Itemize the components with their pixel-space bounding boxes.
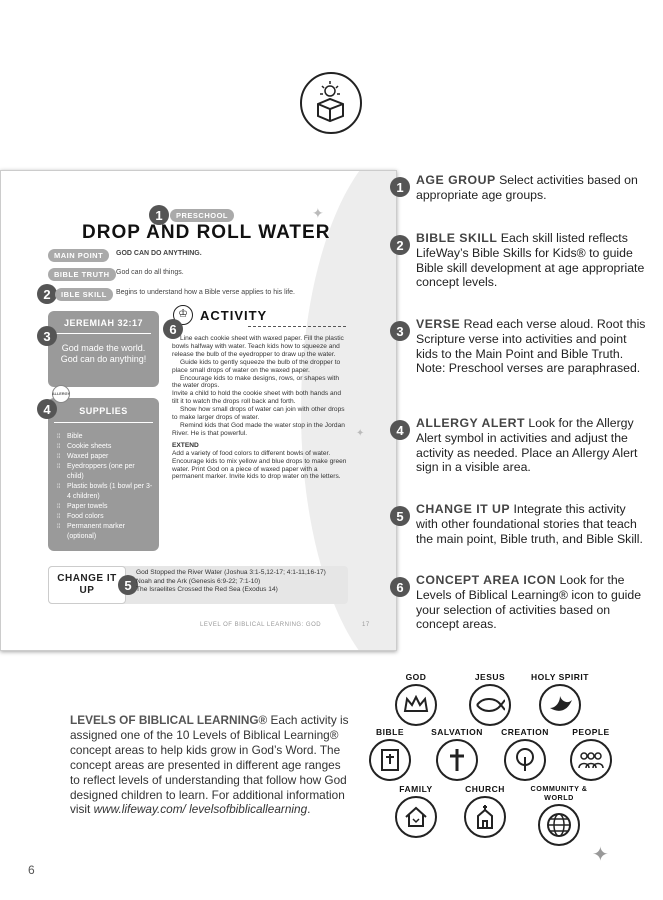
people-icon <box>570 739 612 781</box>
activity-paragraph: Encourage kids to make designs, rows, or shapes with the water drops. <box>172 374 340 390</box>
callout-change-it-up <box>390 502 648 546</box>
concept-people <box>562 727 620 781</box>
fish-icon <box>469 684 511 726</box>
concept-label: PEOPLE <box>572 727 610 737</box>
callout-heading: ALLERGY ALERT <box>416 416 525 430</box>
concept-bible <box>366 727 414 781</box>
concept-god <box>390 672 442 726</box>
book-icon <box>369 739 411 781</box>
activity-paragraph: Guide kids to gently squeeze the bulb of the dropper to place small drops of water on the waxed paper. <box>172 358 341 374</box>
verse-text: God made the world. God can do anything! <box>60 343 147 364</box>
change-it-up-label: CHANGE IT UP <box>48 566 126 604</box>
callout-text: Each skill listed reflects LifeWay’s Bible Skills for Kids® to guide Bible skill development at age appropriate concept levels. <box>416 231 645 290</box>
dove-icon <box>539 684 581 726</box>
callout-badge-6: 6 <box>163 319 183 339</box>
callout-number: 6 <box>390 577 410 597</box>
crown-icon: ♔ <box>173 305 193 325</box>
sample-footer-text: LEVEL OF BIBLICAL LEARNING: GOD <box>200 622 322 628</box>
callout-heading: BIBLE SKILL <box>416 231 498 245</box>
supply-item: ⁞⁞ Cookie sheets <box>57 442 153 452</box>
activity-heading: ACTIVITY <box>200 308 268 323</box>
callout-heading: CONCEPT AREA ICON <box>416 573 557 587</box>
main-point-label: MAIN POINT <box>48 249 109 262</box>
story-line: The Israelites Crossed the Red Sea (Exodus 14) <box>136 586 278 593</box>
verse-reference: JEREMIAH 32:17 <box>63 318 144 328</box>
callout-text: Read each verse aloud. Root this Scripture verse into activities and point kids to the Main Point and Bible Truth. Note: Preschool verses are paraphrased. <box>416 317 646 376</box>
allergy-alert-icon <box>52 385 70 403</box>
callout-number: 4 <box>390 420 410 440</box>
crown-icon <box>395 684 437 726</box>
house-icon <box>395 796 437 838</box>
sparkle-decoration: ✦ <box>356 428 365 439</box>
allergy-tag-text: ALLERGY <box>51 392 71 396</box>
concept-label: BIBLE <box>376 727 404 737</box>
supply-item: ⁞⁞ Waxed paper <box>57 452 153 462</box>
callout-badge-5: 5 <box>118 575 138 595</box>
supply-item: ⁞⁞ Bible <box>57 432 153 442</box>
levels-description <box>70 713 352 817</box>
supplies-heading: SUPPLIES <box>79 406 128 416</box>
activity-underline <box>248 326 346 327</box>
supplies-box <box>48 398 159 551</box>
levels-url-link[interactable]: www.lifeway.com/ levelsofbiblicallearning <box>93 802 308 817</box>
sparkle-decoration: ✦ <box>312 205 324 221</box>
supply-item: ⁞⁞ Eyedroppers (one per child) <box>57 462 153 482</box>
callout-heading: CHANGE IT UP <box>416 502 511 516</box>
activity-body <box>172 335 347 481</box>
concept-label: CREATION <box>501 727 549 737</box>
callout-age-group <box>390 173 648 203</box>
callout-heading: AGE GROUP <box>416 173 496 187</box>
callout-number: 3 <box>390 321 410 341</box>
supply-item: ⁞⁞ Permanent marker (optional) <box>57 522 153 542</box>
callout-verse <box>390 317 648 376</box>
callout-concept-area-icon <box>390 573 648 632</box>
page-number: 6 <box>28 863 35 877</box>
activity-paragraph: Invite a child to hold the cookie sheet with both hands and tilt it to watch the drops roll back and forth. <box>172 390 341 406</box>
levels-end: . <box>307 802 311 817</box>
callout-text: Look for the Levels of Biblical Learning® icon to guide your selection of activities based on concept areas. <box>416 573 642 632</box>
supplies-list <box>57 432 153 542</box>
callout-allergy-alert <box>390 416 648 475</box>
concept-label: HOLY SPIRIT <box>531 672 589 682</box>
callout-text: Look for the Allergy Alert symbol in activities and adjust the activity as needed. Place an Allergy Alert sign in a visible area. <box>416 416 638 475</box>
age-group-pill: PRESCHOOL <box>170 209 234 222</box>
supply-item: ⁞⁞ Plastic bowls (1 bowl per 3-4 children) <box>57 482 153 502</box>
bible-truth-label: BIBLE TRUTH <box>48 268 116 281</box>
concept-church <box>456 784 514 838</box>
callout-badge-1: 1 <box>149 205 169 225</box>
callout-text: Select activities based on appropriate age groups. <box>416 173 638 202</box>
change-it-up-stories <box>136 569 326 595</box>
callout-badge-2: 2 <box>37 284 57 304</box>
box-lightbulb-icon <box>300 72 362 134</box>
concept-community-world <box>524 784 594 846</box>
concept-salvation <box>424 727 490 781</box>
story-line: Noah and the Ark (Genesis 6:9-22; 7:1-10) <box>136 577 261 585</box>
supply-item: ⁞⁞ Food colors <box>57 512 153 522</box>
callout-badge-3: 3 <box>37 326 57 346</box>
extend-text: Add a variety of food colors to different bowls of water. Encourage kids to mix yellow and blue drops to make green water. Print God on a piece of waxed paper with a permanent marker. Invite kids to drop water on the letters. <box>172 449 347 481</box>
bible-skill-label: IBLE SKILL <box>55 288 113 301</box>
cross-icon <box>436 739 478 781</box>
bible-truth-text: God can do all things. <box>116 269 184 276</box>
concept-label: GOD <box>405 672 427 682</box>
callout-bible-skill <box>390 231 648 290</box>
sample-footer-page: 17 <box>362 622 370 628</box>
concept-creation <box>492 727 558 781</box>
activity-title: DROP AND ROLL WATER <box>82 222 331 243</box>
concept-label: FAMILY <box>399 784 433 794</box>
bible-skill-text: Begins to understand how a Bible verse applies to his life. <box>116 289 295 296</box>
levels-text: Each activity is assigned one of the 10 Levels of Biblical Learning® concept areas to help kids grow in God’s Word. The concept areas are presented in different age ranges to reflect levels of understanding that follow how God designed children to learn. For additional information visit <box>70 713 349 817</box>
callout-number: 2 <box>390 235 410 255</box>
callout-number: 1 <box>390 177 410 197</box>
story-line: God Stopped the River Water (Joshua 3:1-5,12-17; 4:1-11,16-17) <box>136 569 326 576</box>
tree-icon <box>504 739 546 781</box>
globe-icon <box>538 804 580 846</box>
concept-label: JESUS <box>474 672 506 682</box>
main-point-text: GOD CAN DO ANYTHING. <box>116 250 202 257</box>
callout-heading: VERSE <box>416 317 461 331</box>
concept-holy-spirit <box>528 672 592 726</box>
activity-paragraph: Line each cookie sheet with waxed paper. Fill the plastic bowls halfway with water. Teach kids how to squeeze and release the bulb of the eyedropper to draw up the water. <box>172 335 344 358</box>
callout-text: Integrate this activity with other foundational stories that teach the main point, Bible truth, and Bible Skill. <box>416 502 643 546</box>
verse-box <box>48 311 159 387</box>
church-icon <box>464 796 506 838</box>
concept-family <box>390 784 442 838</box>
activity-paragraph: Remind kids that God made the water stop in the Jordan River. He is that powerful. <box>172 421 345 437</box>
extend-heading: EXTEND <box>172 441 199 449</box>
concept-jesus <box>462 672 518 726</box>
callout-badge-4: 4 <box>37 399 57 419</box>
levels-heading: LEVELS OF BIBLICAL LEARNING® <box>70 713 268 727</box>
concept-label: CHURCH <box>465 784 505 794</box>
concept-label: COMMUNITY & WORLD <box>530 784 588 802</box>
sparkle-decoration: ✦ <box>592 844 609 866</box>
concept-label: SALVATION <box>431 727 483 737</box>
supply-item: ⁞⁞ Paper towels <box>57 502 153 512</box>
callout-number: 5 <box>390 506 410 526</box>
activity-paragraph: Show how small drops of water can join with other drops to make larger drops of water. <box>172 406 345 422</box>
